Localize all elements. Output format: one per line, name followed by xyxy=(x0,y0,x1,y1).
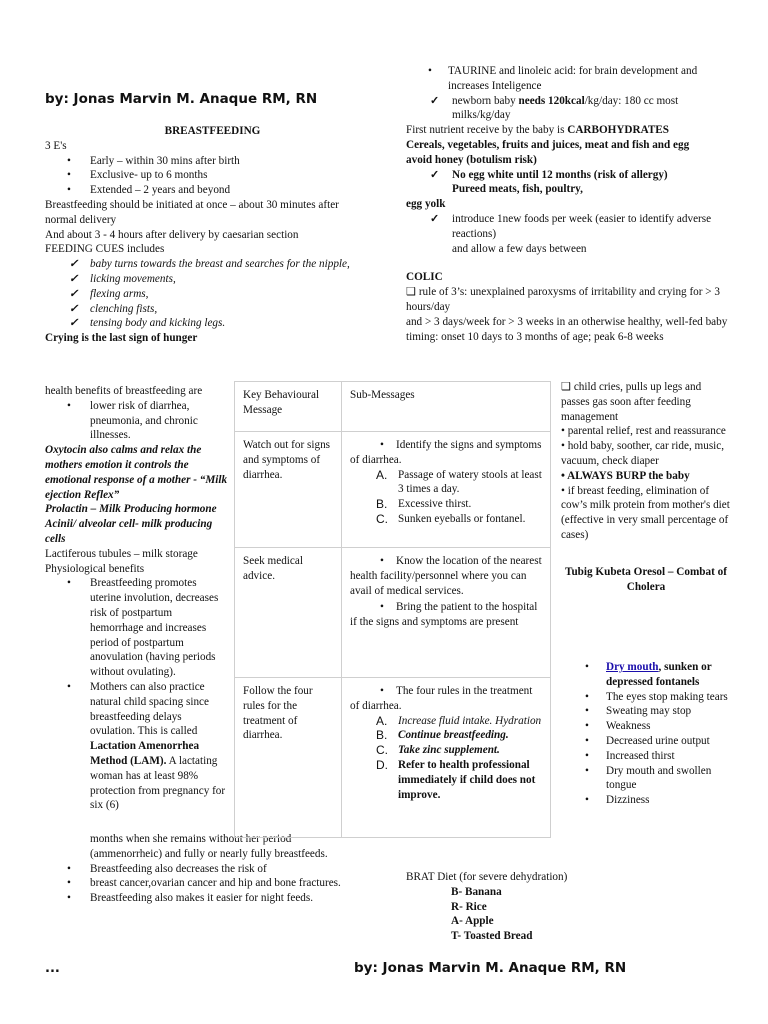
list-item: ✓ licking movements, xyxy=(45,272,355,287)
table-header-key: Key Behavioural Message xyxy=(235,382,342,432)
sub-message: • The four rules in the treatment of diarrhea. xyxy=(350,684,542,714)
list-item: • Early – within 30 mins after birth xyxy=(45,154,355,169)
list-item: • Sweating may stop xyxy=(563,704,733,719)
parental-relief: • parental relief, rest and reassurance xyxy=(561,425,726,438)
item-text: Passage of watery stools at least 3 times a day. xyxy=(398,468,542,496)
colic-title: COLIC xyxy=(406,271,443,284)
table-row xyxy=(235,548,551,678)
right-side-column xyxy=(561,380,731,594)
item-text: Take zinc supplement. xyxy=(398,744,500,757)
dry-mouth-link[interactable]: Dry mouth xyxy=(606,661,659,673)
table-cell-sub xyxy=(342,548,551,678)
author-header: by: Jonas Marvin M. Anaque RM, RN xyxy=(45,91,318,107)
list-item: • Increased thirst xyxy=(563,749,733,764)
list-item: • breast cancer,ovarian cancer and hip and bone fractures. xyxy=(45,876,365,891)
list-item: ✓ flexing arms, xyxy=(45,287,355,302)
first-nutrient xyxy=(406,123,736,138)
sub-message: • Know the location of the nearest health facility/personnel where you can avail of medical services. xyxy=(350,554,542,598)
right-column-top xyxy=(406,64,736,344)
list-item: • Extended – 2 years and beyond xyxy=(45,183,355,198)
item-text: Continue breastfeeding. xyxy=(398,729,509,742)
brat-title: BRAT Diet (for severe dehydration) xyxy=(406,871,568,883)
left-column-top xyxy=(45,124,355,346)
feeding-cues-list xyxy=(45,257,355,331)
list-item: • Breastfeeding promotes uterine involution, decreases risk of postpartum hemorrhage and increases period of postpartum anovulation (having periods without ovulating). xyxy=(45,576,228,680)
item-text: Sunken eyeballs or fontanel. xyxy=(398,512,526,525)
colic-duration: and > 3 days/week for > 3 weeks in an otherwise healthy, well-fed baby xyxy=(406,315,728,328)
item-letter: B. xyxy=(376,728,388,743)
list-item: ✓ baby turns towards the breast and searches for the nipple, xyxy=(45,257,355,272)
list-item: • Dry mouth and swollen tongue xyxy=(563,764,733,794)
newborn-text: newborn baby xyxy=(452,94,519,107)
sub-item xyxy=(350,512,542,527)
section-title: BREASTFEEDING xyxy=(164,125,261,137)
initiation-text: Breastfeeding should be initiated at once – about 30 minutes after normal delivery xyxy=(45,198,339,226)
brat-item: R- Rice xyxy=(451,900,487,913)
caesarian-text: And about 3 - 4 hours after delivery by caesarian section xyxy=(45,228,299,241)
item-text: Refer to health professional immediately if child does not improve. xyxy=(398,758,536,801)
list-item: ✓ introduce 1new foods per week (easier to identify adverse reactions) xyxy=(406,212,736,242)
list-item: ✓ No egg white until 12 months (risk of allergy) xyxy=(406,168,736,183)
item-letter: D. xyxy=(376,757,388,772)
table-cell-key: Follow the four rules for the treatment of diarrhea. xyxy=(235,678,342,838)
list-item: • lower risk of diarrhea, pneumonia, and chronic illnesses. xyxy=(45,399,228,443)
lam-intro: Mothers can also practice natural child spacing since breastfeeding delays ovulation. This is called xyxy=(90,680,209,738)
list-item xyxy=(45,680,228,813)
egg-yolk: egg yolk xyxy=(406,198,446,211)
brat-item: A- Apple xyxy=(451,915,494,928)
avoid-honey: avoid honey (botulism risk) xyxy=(406,153,537,166)
table-cell-sub xyxy=(342,678,551,838)
list-item: • Decreased urine output xyxy=(563,734,733,749)
lam-continuation: months when she remains without her period (ammenorrheic) and fully or nearly fully breastfeeds. xyxy=(90,833,328,860)
allow-days: and allow a few days between xyxy=(452,242,587,255)
acinii-note: Acinii/ alveolar cell- milk producing cells xyxy=(45,518,213,545)
health-benefits-label: health benefits of breastfeeding are xyxy=(45,385,203,397)
sub-item xyxy=(350,714,542,729)
first-nutrient-text: First nutrient receive by the baby is xyxy=(406,124,568,137)
lactiferous-note: Lactiferous tubules – milk storage xyxy=(45,547,198,560)
feeding-cues-label: FEEDING CUES includes xyxy=(45,243,165,256)
item-text: Excessive thirst. xyxy=(398,498,472,511)
list-item: • The eyes stop making tears xyxy=(563,690,733,705)
newborn-kcal: needs 120kcal xyxy=(518,94,585,107)
table-row xyxy=(235,432,551,548)
list-item: ✓ clenching fists, xyxy=(45,302,355,317)
colic-rule: ❑ rule of 3’s: unexplained paroxysms of irritability and crying for > 3 hours/day xyxy=(406,286,720,313)
brat-item: B- Banana xyxy=(451,885,502,898)
table-row xyxy=(235,678,551,838)
list-item: • Dizziness xyxy=(563,793,733,808)
sub-message: • Identify the signs and symptoms of diarrhea. xyxy=(350,438,542,468)
sub-item xyxy=(350,468,542,498)
burp-note: • ALWAYS BURP the baby xyxy=(561,469,690,482)
brat-item: T- Toasted Bread xyxy=(451,930,533,943)
list-item: • Exclusive- up to 6 months xyxy=(45,168,355,183)
lam-protection: A lactating woman has at least 98% protection from pregnancy for six (6) xyxy=(90,754,226,812)
list-item: • Breastfeeding also makes it easier for night feeds. xyxy=(45,891,365,906)
item-letter: C. xyxy=(376,511,388,526)
lam-term: Lactation Amenorrhea Method (LAM). xyxy=(90,740,200,767)
footer-author: by: Jonas Marvin M. Anaque RM, RN xyxy=(354,960,627,976)
prolactin-note: Prolactin – Milk Producing hormone xyxy=(45,503,217,516)
hold-baby: • hold baby, soother, car ride, music, vacuum, check diaper xyxy=(561,440,725,467)
newborn-milk: /kg/day: 180 cc most milks/kg/day xyxy=(452,94,679,122)
footer-ellipsis: ... xyxy=(45,961,60,976)
oxytocin-note: Oxytocin also calms and relax the mothers emotion it controls the emotional response of a mother - “Milk ejection Reflex” xyxy=(45,444,228,501)
list-item xyxy=(563,660,733,690)
crying-note: Crying is the last sign of hunger xyxy=(45,332,198,345)
cereals-note: Cereals, vegetables, fruits and juices, meat and fish and egg xyxy=(406,138,690,151)
list-item xyxy=(406,94,736,124)
list-item: ✓ tensing body and kicking legs. xyxy=(45,316,355,331)
item-letter: B. xyxy=(376,497,388,512)
list-item: • Breastfeeding also decreases the risk of xyxy=(45,862,365,877)
three-es-label: 3 E's xyxy=(45,139,67,152)
pureed-note: Pureed meats, fish, poultry, xyxy=(452,183,583,196)
sub-item xyxy=(350,758,542,802)
physiological-label: Physiological benefits xyxy=(45,562,145,575)
cows-milk-note: • if breast feeding, elimination of cow’s milk protein from mother's diet (effective in very small percentage of cases) xyxy=(561,484,730,541)
left-column-bottom xyxy=(45,832,365,906)
dehydration-signs xyxy=(563,660,733,808)
table-cell-sub xyxy=(342,432,551,548)
key-message-table xyxy=(234,381,551,838)
left-column-lower xyxy=(45,384,228,813)
item-letter: A. xyxy=(376,467,388,482)
child-cries: ❑ child cries, pulls up legs and passes gas soon after feeding management xyxy=(561,381,702,423)
item-letter: A. xyxy=(376,713,388,728)
list-item: • Weakness xyxy=(563,719,733,734)
sub-item xyxy=(350,497,542,512)
brat-diet xyxy=(406,870,626,944)
list-item: • TAURINE and linoleic acid: for brain development and increases Inteligence xyxy=(406,64,736,94)
table-cell-key: Watch out for signs and symptoms of diarrhea. xyxy=(235,432,342,548)
table-cell-key: Seek medical advice. xyxy=(235,548,342,678)
colic-timing: timing: onset 10 days to 3 months of age; peak 6-8 weeks xyxy=(406,330,664,343)
table-header-row xyxy=(235,382,551,432)
sub-message: • Bring the patient to the hospital if the signs and symptoms are present xyxy=(350,600,542,630)
dry-mouth-rest: , sunken or depressed fontanels xyxy=(606,661,712,688)
tubig-title: Tubig Kubeta Oresol – Combat of Cholera xyxy=(565,565,727,593)
three-es-list xyxy=(45,154,355,198)
table-header-sub: Sub-Messages xyxy=(342,382,551,432)
sub-item xyxy=(350,743,542,758)
item-letter: C. xyxy=(376,743,388,758)
item-text: Increase fluid intake. Hydration xyxy=(398,714,542,727)
first-nutrient-value: CARBOHYDRATES xyxy=(567,124,669,137)
sub-item xyxy=(350,728,542,743)
